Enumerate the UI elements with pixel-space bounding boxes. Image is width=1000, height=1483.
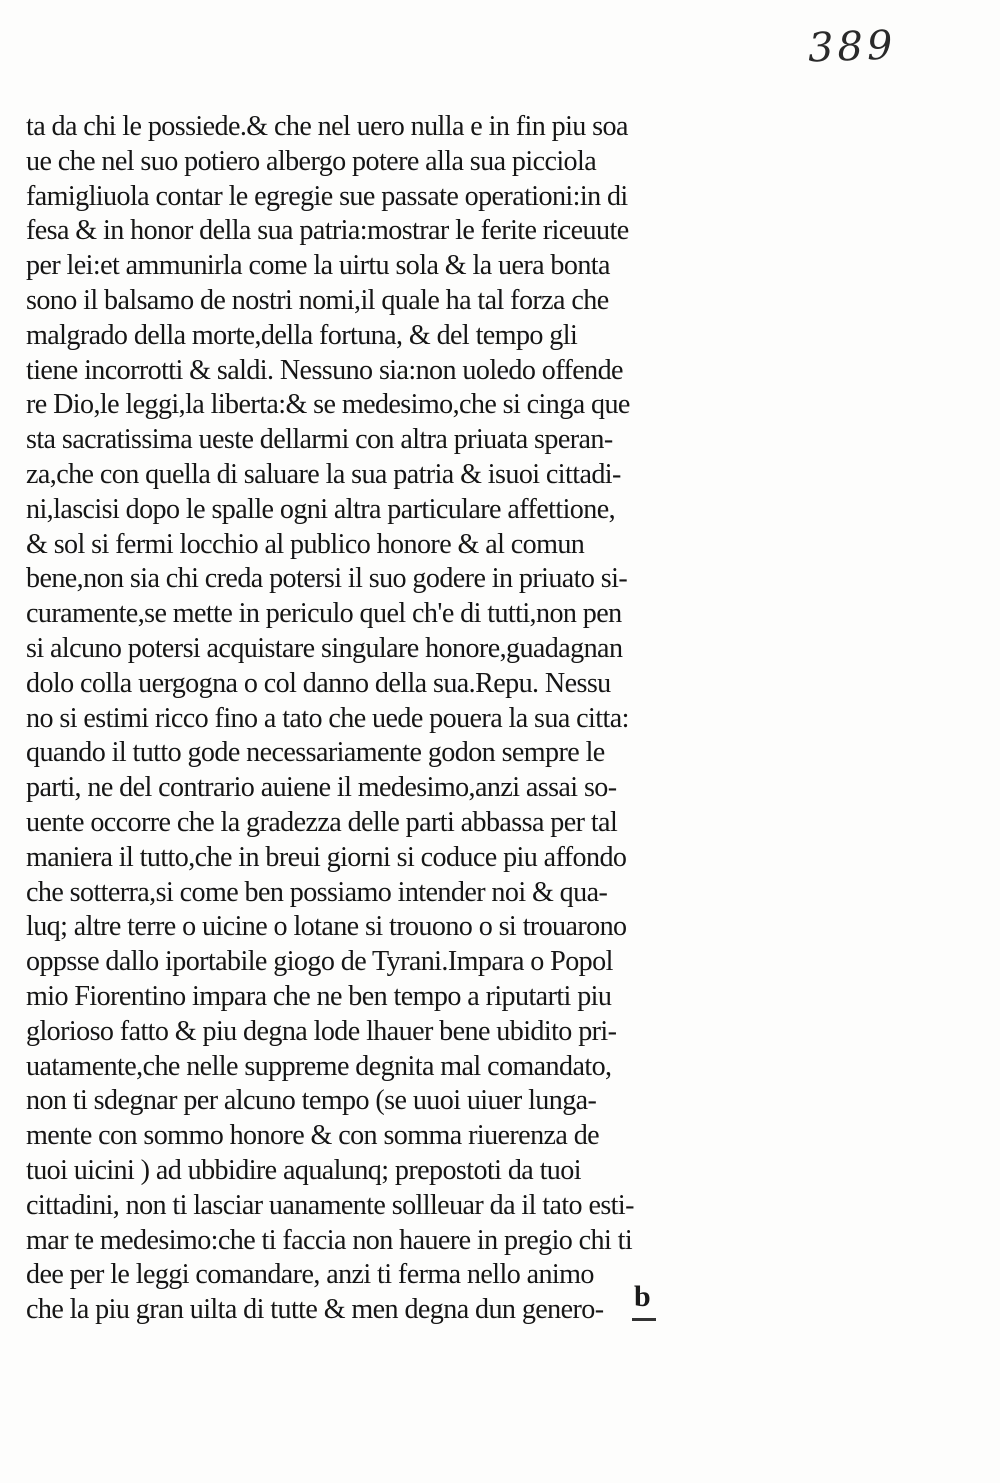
top-ink-mark xyxy=(367,0,381,10)
text-line: famigliuola contar le egregie sue passate operationi:in di xyxy=(26,180,628,212)
text-line: glorioso fatto & piu degna lode lhauer bene ubidito pri- xyxy=(26,1015,617,1047)
text-line: si alcuno potersi acquistare singulare honore,guadagnan xyxy=(26,632,623,664)
text-line: uente occorre che la gradezza delle parti abbassa per tal xyxy=(26,806,618,838)
text-line: no si estimi ricco fino a tato che uede pouera la sua citta: xyxy=(26,702,629,734)
text-line: luq; altre terre o uicine o lotane si trouono o si trouarono xyxy=(26,911,627,943)
text-line: mio Fiorentino impara che ne ben tempo a riputarti piu xyxy=(26,980,612,1012)
margin-ink-mark xyxy=(733,155,739,165)
text-line: ni,lascisi dopo le spalle ogni altra particulare affettione, xyxy=(26,493,616,525)
text-line: malgrado della morte,della fortuna, & del tempo gli xyxy=(26,319,578,351)
text-line: quando il tutto gode necessariamente godon sempre le xyxy=(26,737,605,769)
text-line: tuoi uicini ) ad ubbidire aqualunq; prepostoti da tuoi xyxy=(26,1154,581,1186)
text-line: dolo colla uergogna o col danno della sua.Repu. Nessu xyxy=(26,667,611,699)
folio-number: 389 xyxy=(807,22,898,72)
text-line: bene,non sia chi creda potersi il suo godere in priuato si- xyxy=(26,563,628,595)
text-line: non ti sdegnar per alcuno tempo (se uuoi uiuer lunga- xyxy=(26,1085,597,1117)
text-line: mente con sommo honore & con somma riuerenza de xyxy=(26,1120,600,1152)
text-line: tiene incorrotti & saldi. Nessuno sia:non uoledo offende xyxy=(26,354,623,386)
signature-underline xyxy=(632,1318,656,1321)
text-line: sta sacratissima ueste dellarmi con altra priuata speran- xyxy=(26,424,613,456)
text-line: & sol si fermi locchio al publico honore & al comun xyxy=(26,528,585,560)
text-block xyxy=(26,110,726,1328)
text-line: re Dio,le leggi,la liberta:& se medesimo,che si cinga que xyxy=(26,389,630,421)
text-line: mar te medesimo:che ti faccia non hauere in pregio chi ti xyxy=(26,1224,633,1256)
text-line: sono il balsamo de nostri nomi,il quale ha tal forza che xyxy=(26,284,609,316)
text-line: che la piu gran uilta di tutte & men degna dun genero- xyxy=(26,1294,604,1326)
text-line: che sotterra,si come ben possiamo intender noi & qua- xyxy=(26,876,608,908)
text-line: parti, ne del contrario auiene il medesimo,anzi assai so- xyxy=(26,772,617,804)
text-line: dee per le leggi comandare, anzi ti ferma nello animo xyxy=(26,1259,594,1291)
text-line: per lei:et ammunirla come la uirtu sola & la uera bonta xyxy=(26,250,610,282)
text-line: ue che nel suo potiero albergo potere alla sua picciola xyxy=(26,145,597,177)
text-line: uatamente,che nelle suppreme degnita mal comandato, xyxy=(26,1050,612,1082)
bottom-ink-mark xyxy=(800,1410,818,1428)
text-line: maniera il tutto,che in breui giorni si coduce piu affondo xyxy=(26,841,627,873)
text-line: oppsse dallo iportabile giogo de Tyrani.Impara o Popol xyxy=(26,946,613,978)
text-line: za,che con quella di saluare la sua patria & isuoi cittadi- xyxy=(26,458,621,490)
text-line: cittadini, non ti lasciar uanamente sollleuar da il tato esti- xyxy=(26,1189,634,1221)
text-line: fesa & in honor della sua patria:mostrar le ferite riceuute xyxy=(26,215,629,247)
signature-mark: b xyxy=(634,1280,651,1313)
text-line: ta da chi le possiede.& che nel uero nulla e in fin piu soa xyxy=(26,111,628,142)
text-line: curamente,se mette in periculo quel ch'e di tutti,non pen xyxy=(26,598,622,630)
